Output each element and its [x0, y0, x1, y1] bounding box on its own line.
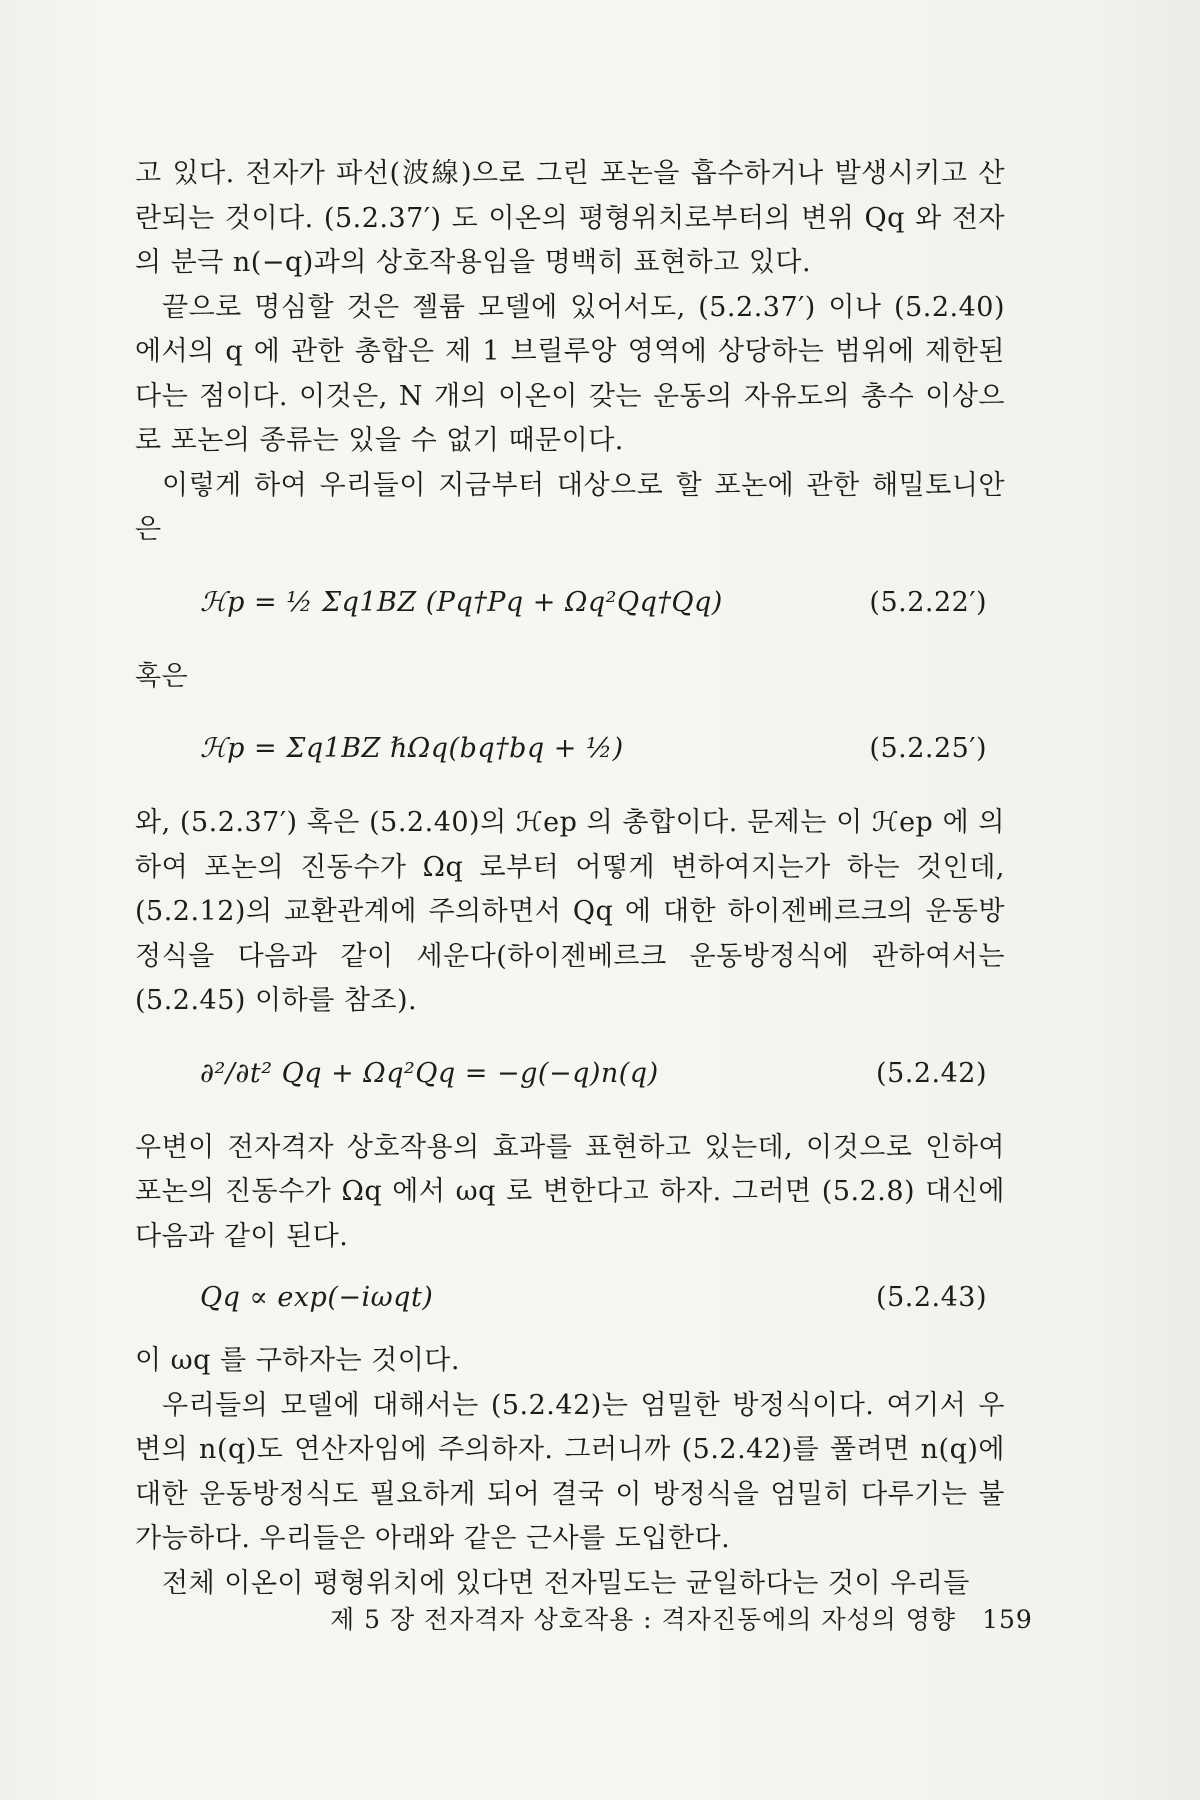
paragraph-5: 와, (5.2.37′) 혹은 (5.2.40)의 ℋep 의 총합이다. 문제는 이 ℋep 에 의하여 포논의 진동수가 Ωq 로부터 어떻게 변하여지는가 하는 것인데, (5.2.12)의 교환관계에 주의하면서 Qq 에 대한 하이젠베르크의 운동방정식을 다음과 같이 세운다(하이젠베르크 운동방정식에 관하여서는 (5.2.45) 이하를 참조). [135, 807, 1005, 1016]
paragraph-4: 혹은 [135, 660, 189, 692]
page-number: 159 [982, 1605, 1033, 1634]
equation-5-2-25 [135, 705, 1005, 793]
paragraph-7: 이 ωq 를 구하자는 것이다. [135, 1345, 460, 1376]
running-footer [330, 1600, 1033, 1636]
equation-5-2-22 [135, 559, 1005, 647]
paragraph-9: 전체 이온이 평형위치에 있다면 전자밀도는 균일하다는 것이 우리들 [162, 1567, 970, 1599]
chapter-title: 제 5 장 전자격자 상호작용 : 격자진동에의 자성의 영향 [330, 1605, 957, 1634]
equation-5-2-43 [135, 1265, 1005, 1331]
equation-5-2-42 [135, 1030, 1005, 1118]
paragraph-3: 이렇게 하여 우리들이 지금부터 대상으로 할 포논에 관한 해밀토니안은 [135, 469, 1005, 545]
paragraph-2: 끝으로 명심할 것은 젤륨 모델에 있어서도, (5.2.37′) 이나 (5.2.40) 에서의 q 에 관한 총합은 제 1 브릴루앙 영역에 상당하는 범위에 제한된다는 점이다. 이것은, N 개의 이온이 갖는 운동의 자유도의 총수 이상으로 포논의 종류는 있을 수 없기 때문이다. [135, 291, 1005, 456]
paragraph-8: 우리들의 모델에 대해서는 (5.2.42)는 엄밀한 방정식이다. 여기서 우변의 n(q)도 연산자임에 주의하자. 그러니까 (5.2.42)를 풀려면 n(q)에 대한 운동방정식도 필요하게 되어 결국 이 방정식을 엄밀히 다루기는 불가능하다. 우리들은 아래와 같은 근사를 도입한다. [135, 1389, 1005, 1554]
paragraph-6: 우변이 전자격자 상호작용의 효과를 표현하고 있는데, 이것으로 인하여 포논의 진동수가 Ωq 에서 ωq 로 변한다고 하자. 그러면 (5.2.8) 대신에 다음과 같이 된다. [135, 1131, 1005, 1252]
equation-expression: ℋp = ½ Σq1BZ (Pq†Pq + Ωq²Qq†Qq) [200, 586, 723, 618]
page-body [135, 152, 1005, 1606]
equation-expression: ∂²/∂t² Qq + Ωq²Qq = −g(−q)n(q) [200, 1057, 659, 1089]
equation-number: (5.2.25′) [869, 732, 987, 764]
equation-expression: ℋp = Σq1BZ ℏΩq(bq†bq + ½) [200, 732, 624, 764]
equation-number: (5.2.43) [876, 1281, 987, 1313]
equation-expression: Qq ∝ exp(−iωqt) [200, 1281, 434, 1313]
equation-number: (5.2.22′) [869, 586, 987, 618]
equation-number: (5.2.42) [876, 1057, 987, 1089]
paragraph-1: 고 있다. 전자가 파선(波線)으로 그린 포논을 흡수하거나 발생시키고 산란되는 것이다. (5.2.37′) 도 이온의 평형위치로부터의 변위 Qq 와 전자의 분극 n(−q)과의 상호작용임을 명백히 표현하고 있다. [135, 158, 1005, 278]
